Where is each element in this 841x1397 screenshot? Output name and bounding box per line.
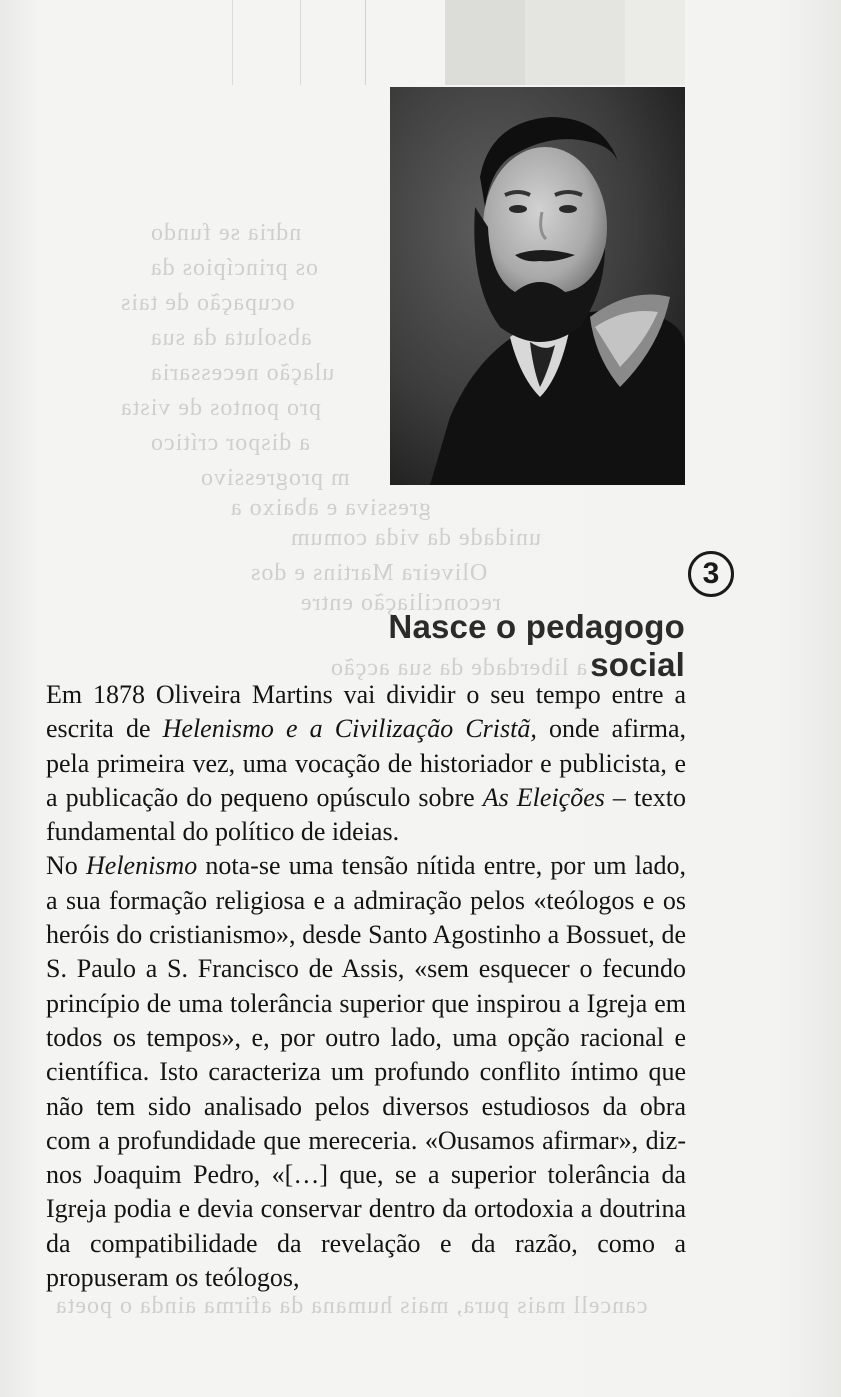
text-segment: No <box>46 851 86 881</box>
book-title-eleicoes: As Eleições <box>482 782 605 812</box>
text-segment: Em 1878 Oliveira Martins vai dividir o seu tempo entre a escrita de <box>46 680 686 744</box>
text-segment: nota-se uma tensão nítida entre, por um lado, a sua formação religiosa e a admiração pelos «teólogos e os heróis do cristianismo», desde Santo Agostinho a Bossuet, de S. Paulo a S. Francisco de Assis, «sem esquecer o fecundo princípio de uma tolerância superior que inspirou a Igreja em todos os tempos», e, por outro lado, uma opção racional e científica. Isto caracteriza um profundo conflito íntimo que não tem sido analisado pelos diversos estudiosos da obra com a profundidade que mereceria. «Ousamos afirmar», diz-nos Joaquim Pedro, «[…] que, se a superior tolerância da Igreja podia e devia conservar dentro da ortodoxia a doutrina da compatibilidade da revelação e da razão, como a propuseram os teólogos, <box>46 851 686 1293</box>
bleed-through-header <box>0 0 841 85</box>
section-number-badge: 3 <box>688 551 734 597</box>
paragraph-1 <box>46 678 686 849</box>
text-segment: – texto fundamental do político de ideias. <box>46 782 686 847</box>
book-title-helenismo: Helenismo e a Civilização Cristã, <box>162 714 537 744</box>
section-heading: Nasce o pedagogo social <box>388 608 685 683</box>
text-segment: onde afirma, pela primeira vez, uma vocação de historiador e publicista, e a publicação do pequeno opúsculo sobre <box>46 714 686 812</box>
paragraph-2 <box>46 849 686 1295</box>
body-text <box>46 678 686 1295</box>
portrait-photo <box>390 87 685 485</box>
book-title-helenismo: Helenismo <box>86 851 198 881</box>
